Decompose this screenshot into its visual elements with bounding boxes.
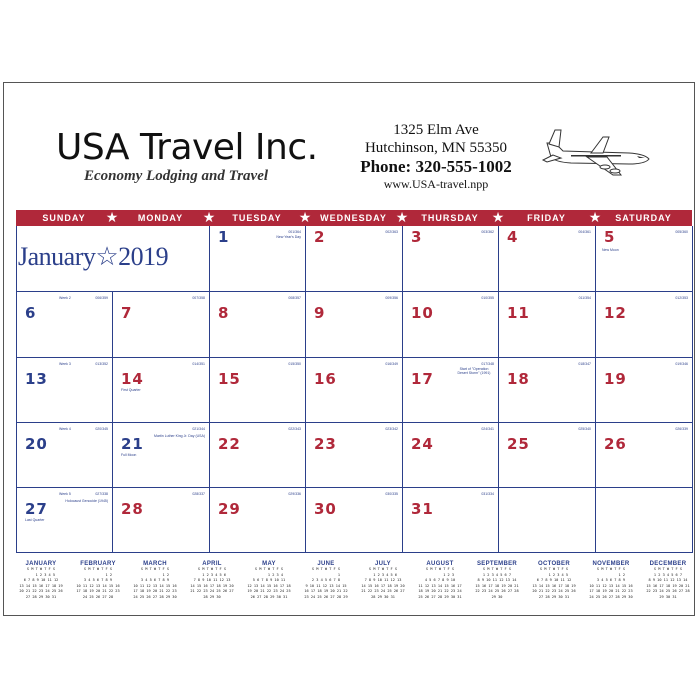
company-tagline: Economy Lodging and Travel [84, 168, 269, 184]
star-icon: ★ [105, 209, 119, 225]
day-count: 028/337 [192, 492, 205, 496]
day-count: 001/364 [288, 230, 301, 234]
day-count: 024/341 [481, 427, 494, 431]
day-cell [210, 488, 306, 553]
mini-month: JANUARY S M T W T F S 1 2 3 4 5 6 7 8 9 10 11 12 13 14 15 16 17 18 19 20 21 22 23 24 25 26 27 28 29 30 31 [14, 561, 68, 601]
day-cell [499, 423, 596, 488]
history-note: Start of "Operation Desert Storm" (1991) [457, 367, 491, 375]
airplane-icon [541, 127, 653, 177]
day-label-thursday: THURSDAY [421, 213, 479, 223]
day-number: 15 [218, 370, 241, 388]
day-cell [403, 358, 499, 423]
day-count: 031/334 [481, 492, 494, 496]
day-label-friday: FRIDAY [527, 213, 566, 223]
mini-month-strip [14, 561, 694, 611]
day-number: 1 [218, 228, 230, 246]
day-number: 7 [121, 304, 133, 322]
week-label: Week 5 [59, 492, 71, 496]
address-city: Hutchinson, MN 55350 [364, 140, 508, 156]
day-cell [210, 226, 306, 292]
day-label-monday: MONDAY [137, 213, 184, 223]
day-cell [403, 488, 499, 553]
day-header-bar [16, 210, 692, 226]
day-number: 2 [314, 228, 326, 246]
mini-month: MARCH S M T W T F S 1 2 3 4 5 6 7 8 9 10 11 12 13 14 15 16 17 18 19 20 21 22 23 24 25 26 27 28 29 30 [128, 561, 182, 601]
day-cell [210, 292, 306, 358]
day-number: 23 [314, 435, 337, 453]
day-number: 5 [604, 228, 616, 246]
day-cell [113, 292, 210, 358]
day-count: 018/347 [578, 362, 591, 366]
day-number: 20 [25, 435, 48, 453]
day-count: 007/358 [192, 296, 205, 300]
day-cell [499, 226, 596, 292]
star-icon: ★ [298, 209, 312, 225]
calendar-grid [16, 226, 693, 553]
mini-month: NOVEMBER S M T W T F S 1 2 3 4 5 6 7 8 9 10 11 12 13 14 15 16 17 18 19 20 21 22 23 24 25 26 27 28 29 30 [584, 561, 638, 601]
day-label-tuesday: TUESDAY [232, 213, 282, 223]
day-count: 005/360 [675, 230, 688, 234]
day-count: 008/357 [288, 296, 301, 300]
week-label: Week 4 [59, 427, 71, 431]
mini-month-name: MAY [262, 561, 276, 567]
day-cell [596, 423, 693, 488]
day-label-sunday: SUNDAY [42, 213, 86, 223]
day-count: 010/355 [481, 296, 494, 300]
day-count: 021/344 [192, 427, 205, 431]
mini-month-name: JANUARY [25, 561, 57, 567]
day-number: 21 [121, 435, 144, 453]
phone-number: Phone: 320-555-1002 [360, 157, 512, 176]
day-number: 24 [411, 435, 434, 453]
day-cell [596, 292, 693, 358]
mini-month: AUGUST S M T W T F S 1 2 3 4 5 6 7 8 9 10 11 12 13 14 15 16 17 18 19 20 21 22 23 24 25 26 27 28 29 30 31 [413, 561, 467, 601]
day-cell [17, 423, 113, 488]
day-number: 18 [507, 370, 530, 388]
day-count: 013/352 [95, 362, 108, 366]
day-count: 015/350 [288, 362, 301, 366]
mini-month: FEBRUARY S M T W T F S 1 2 3 4 5 6 7 8 9 10 11 12 13 14 15 16 17 18 19 20 21 22 23 24 25 26 27 28 [71, 561, 125, 601]
day-number: 27 [25, 500, 48, 518]
day-cell [403, 423, 499, 488]
mini-month-name: MARCH [143, 561, 167, 567]
day-number: 9 [314, 304, 326, 322]
mini-month: SEPTEMBER S M T W T F S 1 2 3 4 5 6 7 8 9 10 11 12 13 14 15 16 17 18 19 20 21 22 23 24 25 26 27 28 29 30 [470, 561, 524, 601]
week-label: Week 3 [59, 362, 71, 366]
day-count: 017/348 [481, 362, 494, 366]
day-count: 003/362 [481, 230, 494, 234]
mini-month-name: NOVEMBER [592, 561, 630, 567]
day-cell [499, 358, 596, 423]
mini-month: JULY S M T W T F S 1 2 3 4 5 6 7 8 9 10 11 12 13 14 15 16 17 18 19 20 21 22 23 24 25 26 27 28 29 30 31 [356, 561, 410, 601]
day-cell [113, 358, 210, 423]
mini-month-name: DECEMBER [649, 561, 687, 567]
star-icon: ★ [588, 209, 602, 225]
day-count: 009/356 [385, 296, 398, 300]
day-number: 29 [218, 500, 241, 518]
calendar-sheet [3, 82, 695, 616]
mini-month: MAY S M T W T F S 1 2 3 4 5 6 7 8 9 10 11 12 13 14 15 16 17 18 19 20 21 22 23 24 25 26 27 28 29 30 31 [242, 561, 296, 601]
day-number: 16 [314, 370, 337, 388]
moon-note: Last Quarter [25, 518, 45, 522]
day-number: 25 [507, 435, 530, 453]
day-number: 26 [604, 435, 627, 453]
star-icon: ★ [395, 209, 409, 225]
day-number: 6 [25, 304, 37, 322]
company-name: USA Travel Inc. [56, 127, 318, 168]
empty-cell [499, 488, 596, 553]
empty-cell [596, 488, 693, 553]
mini-month-name: FEBRUARY [80, 561, 116, 567]
mini-month-name: AUGUST [426, 561, 454, 567]
day-cell [210, 358, 306, 423]
day-number: 3 [411, 228, 423, 246]
address-street: 1325 Elm Ave [393, 122, 479, 138]
website: www.USA-travel.npp [383, 177, 489, 191]
day-label-saturday: SATURDAY [615, 213, 672, 223]
mini-month-name: APRIL [202, 561, 222, 567]
day-count: 022/343 [288, 427, 301, 431]
day-count: 014/351 [192, 362, 205, 366]
holiday-note: New Year's Day [276, 235, 301, 239]
day-number: 10 [411, 304, 434, 322]
holiday-note: Martin Luther King Jr. Day (USA) [154, 434, 205, 438]
day-cell [17, 488, 113, 553]
day-count: 025/340 [578, 427, 591, 431]
day-number: 4 [507, 228, 519, 246]
day-cell [596, 226, 693, 292]
day-count: 019/346 [675, 362, 688, 366]
mini-month-name: JUNE [317, 561, 335, 567]
day-count: 020/345 [95, 427, 108, 431]
month-title-cell [17, 226, 210, 292]
day-cell [306, 292, 403, 358]
day-count: 026/339 [675, 427, 688, 431]
day-number: 8 [218, 304, 230, 322]
day-count: 030/335 [385, 492, 398, 496]
day-cell [17, 358, 113, 423]
star-icon: ★ [202, 209, 216, 225]
day-cell [596, 358, 693, 423]
day-number: 14 [121, 370, 144, 388]
day-count: 029/336 [288, 492, 301, 496]
mini-month-name: OCTOBER [538, 561, 570, 567]
day-number: 31 [411, 500, 434, 518]
day-number: 17 [411, 370, 434, 388]
day-cell [306, 423, 403, 488]
day-count: 011/354 [578, 296, 591, 300]
week-label: Week 2 [59, 296, 71, 300]
day-number: 30 [314, 500, 337, 518]
day-count: 023/342 [385, 427, 398, 431]
mini-month: JUNE S M T W T F S 1 2 3 4 5 6 7 8 9 10 11 12 13 14 15 16 17 18 19 20 21 22 23 24 25 26 27 28 29 [299, 561, 353, 601]
star-icon: ★ [491, 209, 505, 225]
day-count: 016/349 [385, 362, 398, 366]
day-cell [17, 292, 113, 358]
month-title: January☆2019 [18, 242, 169, 271]
moon-note: New Moon [602, 248, 619, 252]
moon-note: Full Moon [121, 453, 137, 457]
day-count: 002/363 [385, 230, 398, 234]
day-cell [306, 358, 403, 423]
day-cell [113, 423, 210, 488]
day-cell [306, 226, 403, 292]
day-count: 006/359 [95, 296, 108, 300]
day-number: 28 [121, 500, 144, 518]
day-number: 12 [604, 304, 627, 322]
day-label-wednesday: WEDNESDAY [320, 213, 387, 223]
mini-month-name: SEPTEMBER [476, 561, 518, 567]
day-number: 13 [25, 370, 48, 388]
day-cell [403, 226, 499, 292]
mini-month: APRIL S M T W T F S 1 2 3 4 5 6 7 8 9 10 11 12 13 14 15 16 17 18 19 20 21 22 23 24 25 26 27 28 29 30 [185, 561, 239, 601]
moon-note: First Quarter [121, 388, 141, 392]
day-number: 22 [218, 435, 241, 453]
day-cell [403, 292, 499, 358]
day-count: 004/361 [578, 230, 591, 234]
mini-month: DECEMBER S M T W T F S 1 2 3 4 5 6 7 8 9 10 11 12 13 14 15 16 17 18 19 20 21 22 23 24 25 26 27 28 29 30 31 [641, 561, 695, 601]
history-note: Holocaust Genocide (1945) [65, 499, 108, 503]
day-cell [113, 488, 210, 553]
day-number: 11 [507, 304, 530, 322]
day-number: 19 [604, 370, 627, 388]
day-count: 012/353 [675, 296, 688, 300]
mini-month: OCTOBER S M T W T F S 1 2 3 4 5 6 7 8 9 10 11 12 13 14 15 16 17 18 19 20 21 22 23 24 25 26 27 28 29 30 31 [527, 561, 581, 601]
mini-month-name: JULY [375, 561, 391, 567]
day-cell [306, 488, 403, 553]
day-cell [499, 292, 596, 358]
day-cell [210, 423, 306, 488]
day-count: 027/338 [95, 492, 108, 496]
